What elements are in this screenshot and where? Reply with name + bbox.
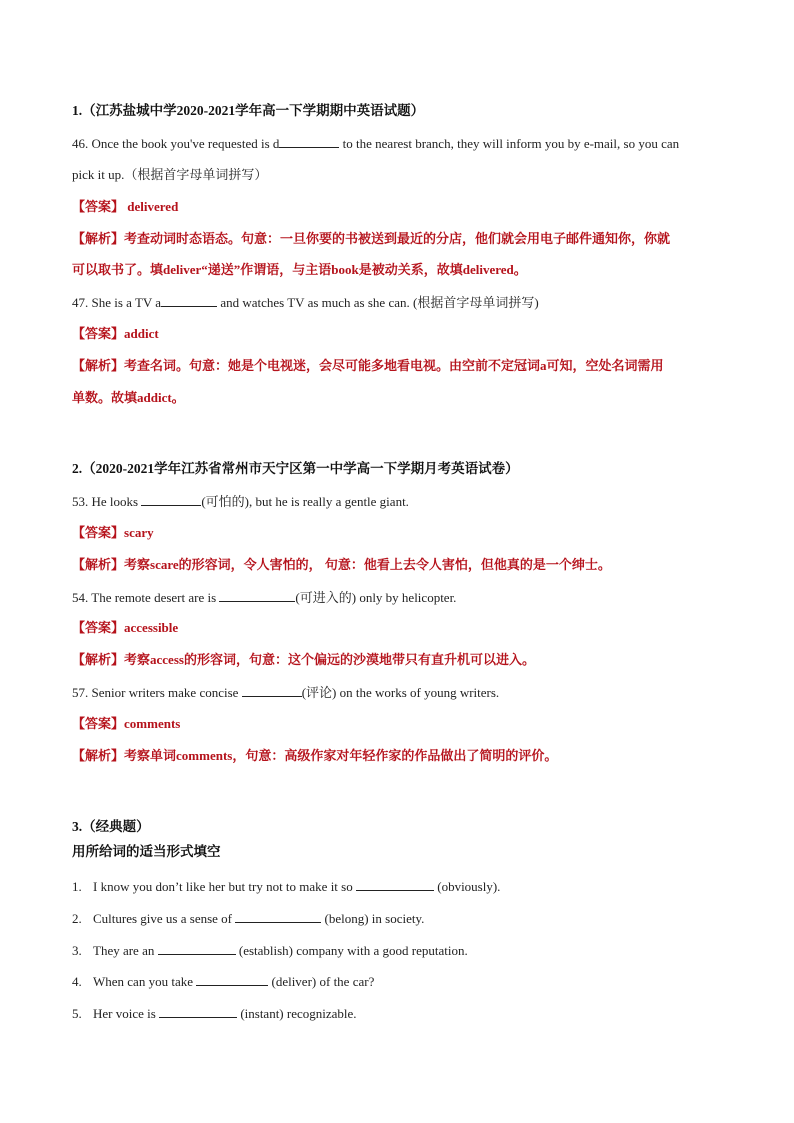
answer-53: [72, 525, 732, 541]
question-53: [72, 493, 732, 510]
analysis-text: 考察access的形容词，句意：这个偏远的沙漠地带只有直升机可以进入。: [124, 652, 535, 667]
answer-blank: [158, 942, 236, 955]
analysis-text: 考察单词comments，句意：高级作家对年轻作家的作品做出了简明的评价。: [124, 748, 558, 763]
analysis-tag: 【解析】: [72, 557, 125, 572]
question-text: 46. Once the book you've requested is d: [72, 136, 280, 151]
answer-tag: 【答案】: [72, 525, 125, 540]
answer-value: accessible: [124, 620, 179, 635]
answer-tag: 【答案】: [72, 716, 125, 731]
exercise-text: (deliver) of the car?: [268, 974, 375, 989]
exercise-text: (instant) recognizable.: [237, 1006, 357, 1021]
answer-46: [72, 199, 732, 215]
analysis-tag: 【解析】: [72, 231, 125, 246]
exercise-text: (establish) company with a good reputation.: [235, 943, 468, 958]
analysis-46: [72, 231, 732, 247]
analysis-53: [72, 557, 732, 573]
answer-tag: 【答案】: [72, 199, 125, 214]
exercise-number: 1.: [72, 879, 82, 894]
answer-tag: 【答案】: [72, 620, 125, 635]
answer-blank: [159, 1005, 237, 1018]
answer-value: comments: [124, 716, 181, 731]
analysis-tag: 【解析】: [72, 358, 125, 373]
question-text: 57. Senior writers make concise: [72, 685, 242, 700]
answer-54: [72, 620, 732, 636]
section-1-heading: 1.（江苏盐城中学2020-2021学年高一下学期期中英语试题）: [72, 103, 425, 118]
exercise-number: 4.: [72, 974, 82, 989]
question-text: 54. The remote desert are is: [72, 590, 220, 605]
question-54: [72, 589, 732, 606]
exercise-text: (obviously).: [433, 879, 501, 894]
exercise-number: 5.: [72, 1006, 82, 1021]
analysis-57: [72, 748, 732, 764]
section-3-heading: 3.（经典题）: [72, 819, 150, 834]
exercise-number: 2.: [72, 911, 82, 926]
question-46: [72, 135, 732, 152]
answer-57: [72, 716, 732, 732]
answer-value: scary: [124, 525, 154, 540]
answer-blank: [196, 973, 268, 986]
analysis-text: 考查名词。句意：她是个电视迷，会尽可能多地看电视。由空前不定冠词a可知，空处名词需用: [124, 358, 664, 373]
exercise-text: They are an: [93, 943, 158, 958]
section-2-heading: 2.（2020-2021学年江苏省常州市天宁区第一中学高一下学期月考英语试卷）: [72, 461, 519, 476]
question-text: (可怕的), but he is really a gentle giant.: [201, 494, 409, 509]
exercise-text: When can you take: [93, 974, 197, 989]
exercise-number: 3.: [72, 943, 82, 958]
exercise-item: [72, 910, 732, 927]
answer-blank: [235, 910, 321, 923]
answer-value: addict: [124, 326, 159, 341]
question-47: [72, 294, 732, 311]
exercise-item: [72, 878, 732, 895]
answer-blank: [161, 294, 217, 307]
analysis-tag: 【解析】: [72, 748, 125, 763]
question-text: 53. He looks: [72, 494, 142, 509]
analysis-46-line-2: 可以取书了。填deliver“递送”作谓语，与主语book是被动关系，故填delivered。: [72, 262, 527, 277]
question-46-line-2: pick it up.（根据首字母单词拼写）: [72, 167, 268, 182]
exercise-text: Cultures give us a sense of: [93, 911, 236, 926]
question-text: to the nearest branch, they will inform you by e-mail, so you can: [339, 136, 680, 151]
question-text: (可进入的) only by helicopter.: [295, 590, 457, 605]
answer-blank: [356, 878, 434, 891]
answer-blank: [141, 493, 201, 506]
answer-blank: [242, 684, 302, 697]
exercise-item: [72, 942, 732, 959]
exercise-text: I know you don’t like her but try not to make it so: [93, 879, 356, 894]
exercise-item: [72, 1005, 732, 1022]
answer-tag: 【答案】: [72, 326, 125, 341]
analysis-text: 考察scare的形容词，令人害怕的， 句意：他看上去令人害怕，但他真的是一个绅士。: [124, 557, 611, 572]
analysis-tag: 【解析】: [72, 652, 125, 667]
analysis-text: 考查动词时态语态。句意：一旦你要的书被送到最近的分店，他们就会用电子邮件通知你，你就: [124, 231, 671, 246]
section-3-subheading: 用所给词的适当形式填空: [72, 844, 221, 859]
exercise-item: [72, 973, 732, 990]
question-text: (评论) on the works of young writers.: [301, 685, 500, 700]
question-text: 47. She is a TV a: [72, 295, 162, 310]
question-text: and watches TV as much as she can. (根据首字母单词拼写): [217, 295, 539, 310]
answer-blank: [219, 589, 295, 602]
analysis-47-line-2: 单数。故填addict。: [72, 390, 185, 405]
question-57: [72, 684, 732, 701]
exercise-text: Her voice is: [93, 1006, 160, 1021]
answer-value: delivered: [124, 199, 179, 214]
answer-blank: [279, 135, 339, 148]
analysis-54: [72, 652, 732, 668]
answer-47: [72, 326, 732, 342]
exercise-text: (belong) in society.: [321, 911, 425, 926]
analysis-47: [72, 358, 732, 374]
